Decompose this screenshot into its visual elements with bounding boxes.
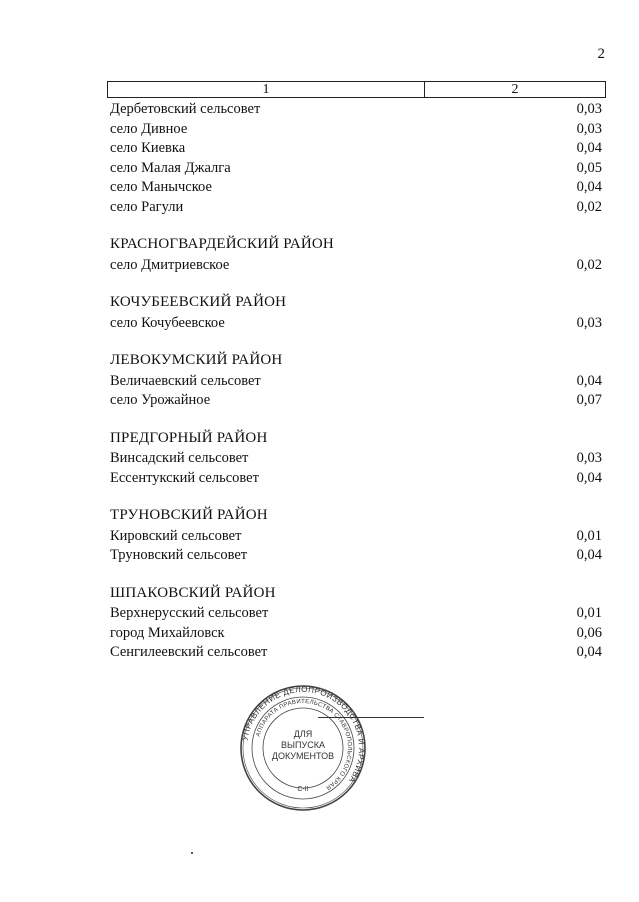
table-row <box>110 120 602 139</box>
stamp-center-line-3: ДОКУМЕНТОВ <box>271 751 335 761</box>
locality-value: 0,04 <box>576 179 602 195</box>
table-row <box>110 624 602 643</box>
locality-name: Величаевский сельсовет <box>110 372 261 389</box>
locality-value: 0,02 <box>576 256 602 273</box>
scan-speck <box>191 852 193 854</box>
table-row <box>110 139 602 158</box>
stamp-center-line-1: ДЛЯ <box>293 729 313 739</box>
table-row <box>110 372 602 391</box>
table-row <box>110 469 602 488</box>
table-row <box>110 527 602 546</box>
locality-name: село Кочубеевское <box>110 314 225 331</box>
stamp-center-line-2: ВЫПУСКА <box>281 740 325 750</box>
locality-name: село Рагули <box>110 198 184 215</box>
locality-name: Верхнерусский сельсовет <box>110 605 269 621</box>
locality-name: село Дмитриевское <box>110 256 230 273</box>
table-row <box>110 391 602 410</box>
district-heading: КРАСНОГВАРДЕЙСКИЙ РАЙОН <box>110 236 334 252</box>
table-row <box>110 178 602 197</box>
locality-value: 0,01 <box>576 605 602 621</box>
district-heading: ТРУНОВСКИЙ РАЙОН <box>110 507 268 523</box>
locality-value: 0,04 <box>576 547 602 563</box>
table-row <box>110 159 602 178</box>
locality-name: Кировский сельсовет <box>110 527 242 544</box>
locality-name: село Дивное <box>110 120 188 137</box>
table-row <box>110 100 602 119</box>
locality-name: село Манычское <box>110 179 212 195</box>
table-row <box>110 546 602 565</box>
locality-value: 0,04 <box>576 644 602 660</box>
locality-name: Труновский сельсовет <box>110 547 248 563</box>
locality-value: 0,06 <box>576 624 602 641</box>
district-heading: ЛЕВОКУМСКИЙ РАЙОН <box>110 352 283 368</box>
locality-name: село Урожайное <box>110 392 211 408</box>
locality-name: город Михайловск <box>110 624 225 641</box>
table-row <box>110 198 602 217</box>
locality-value: 0,05 <box>576 159 602 176</box>
stamp-center-text <box>239 729 367 762</box>
locality-value: 0,03 <box>576 101 602 117</box>
table-row <box>110 314 602 333</box>
locality-value: 0,04 <box>576 469 602 486</box>
district-heading: ШПАКОВСКИЙ РАЙОН <box>110 584 276 601</box>
locality-value: 0,03 <box>576 314 602 331</box>
official-stamp <box>239 684 367 812</box>
table-row <box>110 256 602 275</box>
table-column-header <box>107 81 606 98</box>
stamp-bottom-mark: С-II <box>297 786 309 793</box>
page-number: 2 <box>597 46 605 62</box>
locality-value: 0,07 <box>576 392 602 408</box>
table-row <box>110 604 602 623</box>
locality-value: 0,04 <box>576 372 602 389</box>
locality-name: Сенгилеевский сельсовет <box>110 644 268 660</box>
locality-name: Винсадский сельсовет <box>110 450 249 466</box>
locality-value: 0,01 <box>576 527 602 544</box>
district-heading: КОЧУБЕЕВСКИЙ РАЙОН <box>110 294 287 310</box>
locality-name: Дербетовский сельсовет <box>110 101 261 117</box>
locality-name: Ессентукский сельсовет <box>110 469 259 486</box>
svg-text:АППАРАТА ПРАВИТЕЛЬСТВА СТАВРОП: АППАРАТА ПРАВИТЕЛЬСТВА СТАВРОПОЛЬСКОГО КРАЯ <box>255 698 353 791</box>
locality-value: 0,02 <box>576 198 602 215</box>
signature-line <box>318 717 424 718</box>
svg-text:УПРАВЛЕНИЕ ДЕЛОПРОИЗВОДСТВА И: УПРАВЛЕНИЕ ДЕЛОПРОИЗВОДСТВА И АРХИВА <box>240 684 367 785</box>
column-header-1: 1 <box>108 82 425 97</box>
locality-value: 0,03 <box>576 120 602 137</box>
locality-name: село Малая Джалга <box>110 159 231 176</box>
table-row <box>110 449 602 468</box>
locality-value: 0,04 <box>576 140 602 156</box>
table-row <box>110 643 602 662</box>
locality-value: 0,03 <box>576 450 602 466</box>
district-heading: ПРЕДГОРНЫЙ РАЙОН <box>110 429 268 446</box>
column-header-2: 2 <box>511 82 519 97</box>
locality-name: село Киевка <box>110 140 186 156</box>
